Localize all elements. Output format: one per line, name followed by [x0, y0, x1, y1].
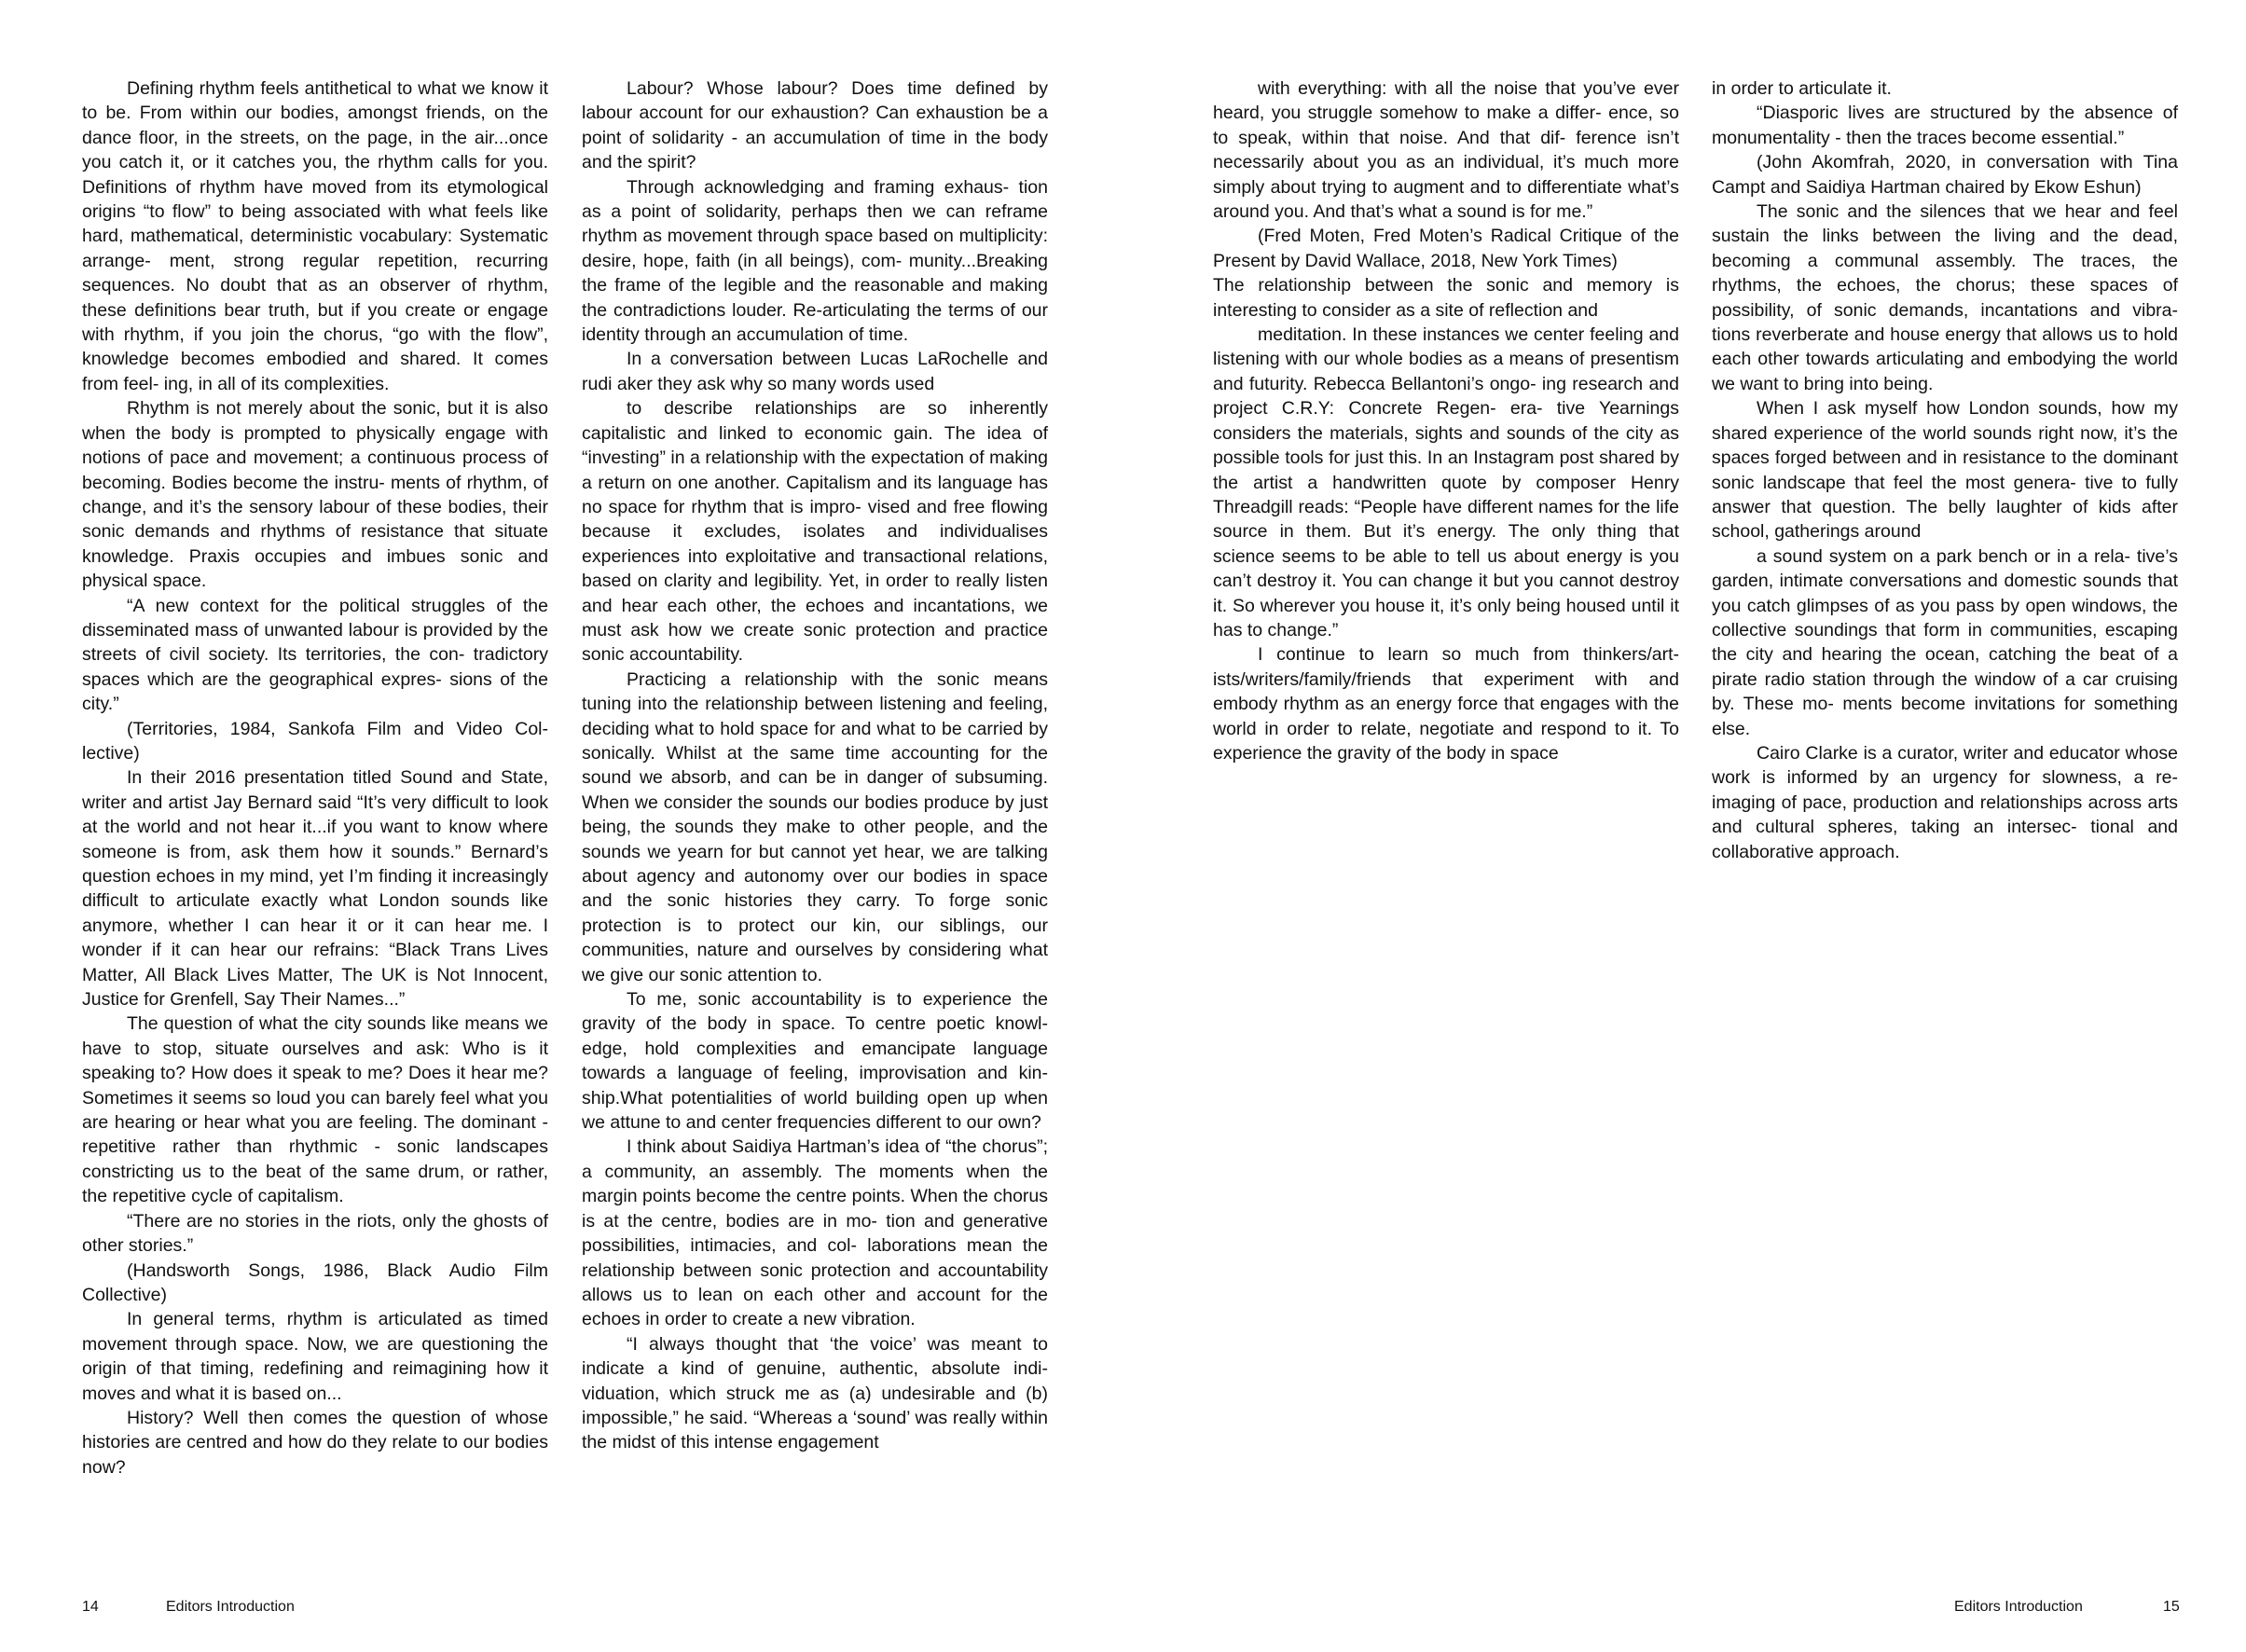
paragraph: Defining rhythm feels antithetical to what we know it to be. From within our bodies, amongst friends, on the dance floor, in the streets, on the page, in the air...once you catch it, or it catches you, the rhythm calls for you. Definitions of rhythm have moved from its etymological origins “to flow” to being associated with what feels like hard, mathematical, deterministic vocabulary: Systematic arrange- ment, strong regular repetition, recurring sequences. No doubt that as an observer of rhythm, these definitions bear truth, but if you create or engage with rhythm, if you join the chorus, “go with the flow”, knowledge becomes embodied and shared. It comes from feel- ing, in all of its complexities. — [82, 78, 548, 394]
paragraph: I think about Saidiya Hartman’s idea of “the chorus”; a community, an assembly. The moments when the margin points become the centre points. When the chorus is at the centre, bodies are in mo- tion and generative possibilities, intimacies, and col- laborations mean the relationship between sonic protection and accountability allows us to lean on each other and account for the echoes in order to create a new vibration. — [582, 1136, 1048, 1330]
paragraph: Through acknowledging and framing exhaus- tion as a point of solidarity, perhaps then we can reframe rhythm as movement through space based on multiplicity: desire, hope, faith (in all beings), com- munity...Breaking the frame of the legible and the reasonable and making the contradictions louder. Re-articulating the terms of our identity through an accumulation of time. — [582, 176, 1048, 346]
paragraph: meditation. In these instances we center feeling and listening with our whole bodies as a means of presentism and futurity. Rebecca Bellantoni’s ongo- ing research and project C.R.Y: Concrete Regen- era- tive Yearnings considers the materials, sights and sounds of the city as possible tools for just this. In an Instagram post shared by the artist a handwritten quote by composer Henry Threadgill reads: “People have different names for the life source in them. But it’s energy. The only thing that science seems to be able to tell us about energy is you can’t destroy it. You can change it but you cannot destroy it. So wherever you house it, it’s only being housed until it has to change.” — [1213, 324, 1679, 640]
left-page-column-1 — [82, 76, 548, 1480]
running-head-left: Editors Introduction — [166, 1599, 295, 1615]
page-number-left: 14 — [82, 1599, 99, 1615]
paragraph: In general terms, rhythm is articulated as timed movement through space. Now, we are questioning the origin of that timing, redefining and reimagining how it moves and what it is based on... — [82, 1309, 548, 1404]
paragraph: a sound system on a park bench or in a rela- tive’s garden, intimate conversations and domestic sounds that you catch glimpses of as you pass by open windows, the collective soundings that form in communities, escaping the city and hearing the ocean, catching the beat of a pirate radio station through the window of a car cruising by. These mo- ments become invitations for something else. — [1712, 545, 2178, 739]
right-page-column-2 — [1712, 76, 2178, 864]
author-bio: Cairo Clarke is a curator, writer and educator whose work is informed by an urgency for slowness, a re-imaging of pace, production and relationships across arts and cultural spheres, taking an intersec- tional and collaborative approach. — [1712, 742, 2178, 862]
paragraph: The relationship between the sonic and memory is interesting to consider as a site of reflection and — [1213, 275, 1679, 321]
page-number-right: 15 — [2163, 1599, 2180, 1615]
paragraph: Practicing a relationship with the sonic means tuning into the relationship between listening and feeling, deciding what to hold space for and what to be carried by sonically. Whilst at the same time accounting for the sound we absorb, and can be in danger of subsuming. When we consider the sounds our bodies produce by just being, the sounds they make to other people, and the sounds we yearn for but cannot yet hear, we are talking about agency and autonomy over our bodies in space and the sonic histories they carry. To forge sonic protection is to protect our kin, our siblings, our communities, nature and ourselves by considering what we give our sonic attention to. — [582, 668, 1048, 985]
quote-paragraph: “Diasporic lives are structured by the absence of monumentality - then the traces become essential.” — [1712, 103, 2178, 148]
paragraph: The question of what the city sounds like means we have to stop, situate ourselves and ask: Who is it speaking to? How does it speak to me? Does it hear me? Sometimes it seems so loud you can barely feel what you are hearing or hear what you are feeling. The dominant - repetitive rather than rhythmic - sonic landscapes constricting us to the beat of the same drum, or rather, the repetitive cycle of capitalism. — [82, 1013, 548, 1207]
right-page-column-1 — [1213, 76, 1679, 765]
citation: (John Akomfrah, 2020, in conversation with Tina Campt and Saidiya Hartman chaired by Ekow Eshun) — [1712, 152, 2178, 198]
paragraph: To me, sonic accountability is to experience the gravity of the body in space. To centre poetic knowl- edge, hold complexities and emancipate language towards a language of feeling, improvisation and kin- ship.What potentialities of world building open up when we attune to and center frequencies different to our own? — [582, 989, 1048, 1134]
paragraph: Labour? Whose labour? Does time defined by labour account for our exhaustion? Can exhaustion be a point of solidarity - an accumulation of time in the body and the spirit? — [582, 78, 1048, 173]
running-head-right: Editors Introduction — [1954, 1599, 2083, 1615]
paragraph: to describe relationships are so inherently capitalistic and linked to economic gain. The idea of “investing” in a relationship with the expectation of making a return on one another. Capitalism and its language has no space for rhythm that is impro- vised and free flowing because it excludes, isolates and individualises experiences into exploitative and transactional relations, based on clarity and legibility. Yet, in order to really listen and hear each other, the echoes and incantations, we must ask how we create sonic protection and practice sonic accountability. — [582, 398, 1048, 666]
citation: (Handsworth Songs, 1986, Black Audio Film Collective) — [82, 1260, 548, 1305]
paragraph: Rhythm is not merely about the sonic, but it is also when the body is prompted to physically engage with notions of pace and movement; a continuous process of becoming. Bodies become the instru- ments of rhythm, of change, and it’s the sensory labour of these bodies, their sonic demands and rhythms of resistance that situate knowledge. Praxis occupies and imbues sonic and physical space. — [82, 398, 548, 592]
paragraph: The sonic and the silences that we hear and feel sustain the links between the living and the dead, becoming a communal assembly. The traces, the rhythms, the echoes, the chorus; these spaces of possibility, of sonic demands, incantations and vibra- tions reverberate and house energy that allows us to hold each other towards articulating and embodying the world we want to bring into being. — [1712, 201, 2178, 394]
citation: (Territories, 1984, Sankofa Film and Video Col- lective) — [82, 718, 548, 764]
quote-paragraph: “A new context for the political struggles of the disseminated mass of unwanted labour is provided by the streets of civil society. Its territories, the con- tradictory spaces which are the geographical expres- sions of the city.” — [82, 595, 548, 715]
quote-paragraph: “I always thought that ‘the voice’ was meant to indicate a kind of genuine, authentic, absolute indi- viduation, which struck me as (a) undesirable and (b) impossible,” he said. “Whereas a ‘sound’ was really within the midst of this intense engagement — [582, 1333, 1048, 1453]
left-page-column-2 — [582, 76, 1048, 1455]
paragraph: When I ask myself how London sounds, how my shared experience of the world sounds right now, it’s the spaces forged between and in resistance to the dominant sonic landscape that feel the most genera- tive to fully answer that question. The belly laughter of kids after school, gatherings around — [1712, 398, 2178, 543]
paragraph: in order to articulate it. — [1712, 78, 1892, 99]
paragraph: In a conversation between Lucas LaRochelle and rudi aker they ask why so many words used — [582, 349, 1048, 394]
citation: (Fred Moten, Fred Moten’s Radical Critique of the Present by David Wallace, 2018, New York Times) — [1213, 226, 1679, 271]
paragraph: with everything: with all the noise that you’ve ever heard, you struggle somehow to make a differ- ence, so to speak, within that noise. And that dif- ference isn’t necessarily about you as an individual, it’s much more simply about trying to augment and to differentiate what’s around you. And that’s what a sound is for me.” — [1213, 78, 1679, 223]
paragraph: History? Well then comes the question of whose histories are centred and how do they relate to our bodies now? — [82, 1407, 548, 1478]
paragraph: In their 2016 presentation titled Sound and State, writer and artist Jay Bernard said “It’s very difficult to look at the world and not hear it...if you want to know where someone is from, ask them how it sounds.” Bernard’s question echoes in my mind, yet I’m finding it increasingly difficult to articulate exactly what London sounds like anymore, whether I can hear it or it can hear me. I wonder if it can hear our refrains: “Black Trans Lives Matter, All Black Lives Matter, The UK is Not Innocent, Justice for Grenfell, Say Their Names...” — [82, 767, 548, 1011]
quote-paragraph: “There are no stories in the riots, only the ghosts of other stories.” — [82, 1210, 548, 1257]
paragraph: I continue to learn so much from thinkers/art- ists/writers/family/friends that experiment with and embody rhythm as an energy force that engages with the world in order to relate, negotiate and respond to it. To experience the gravity of the body in space — [1213, 644, 1679, 764]
